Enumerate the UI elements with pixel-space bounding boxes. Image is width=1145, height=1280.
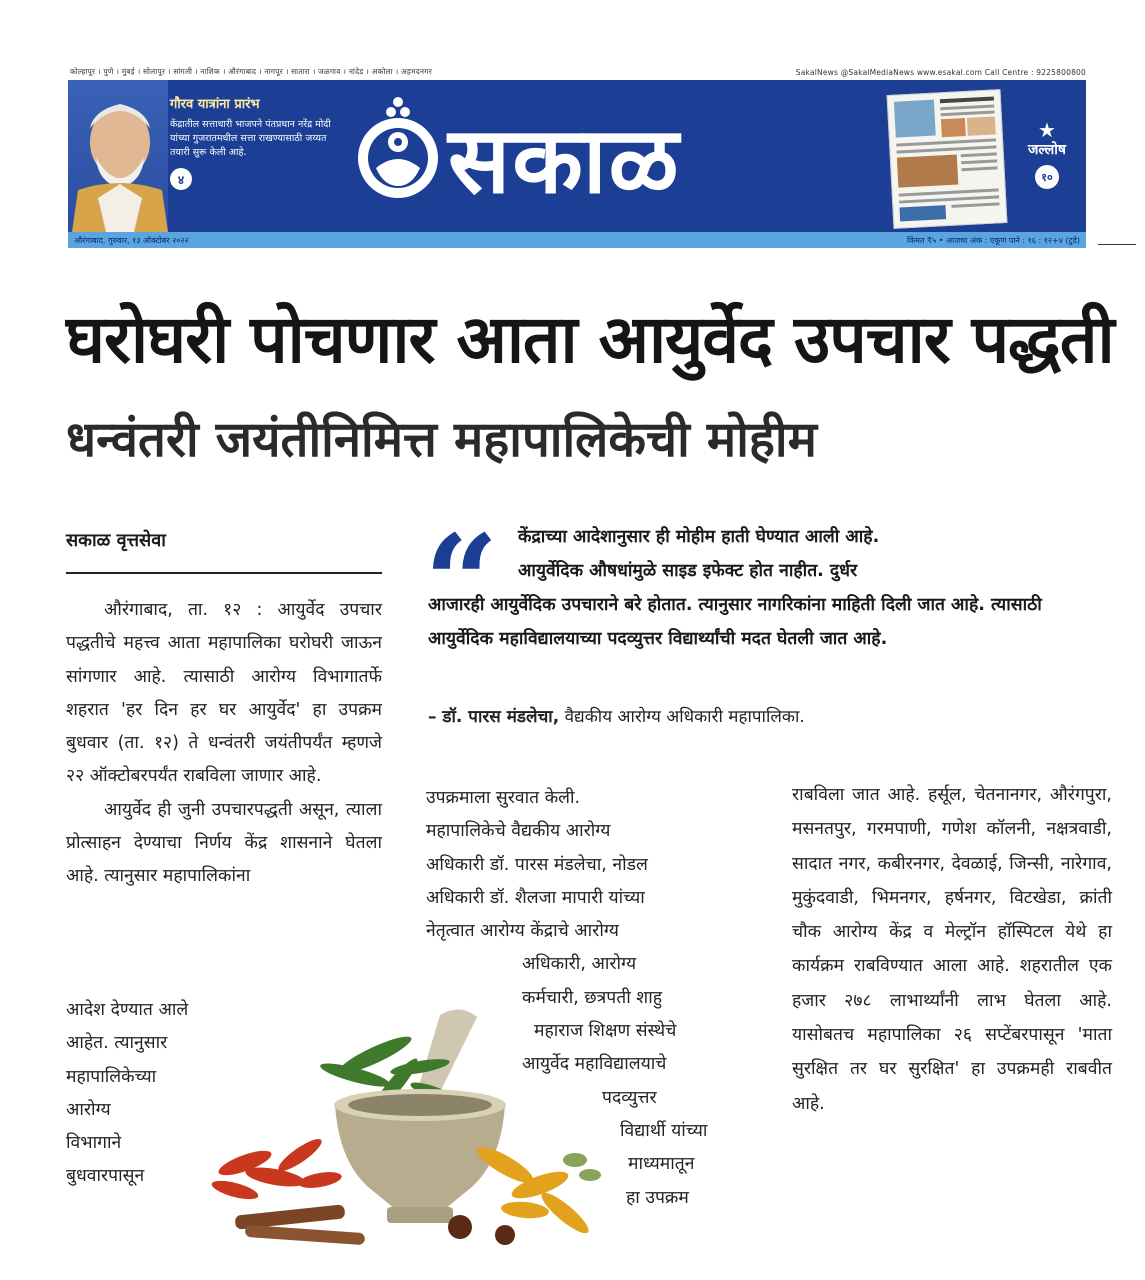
byline-divider [66, 572, 382, 574]
text-line: आहेत. त्यानुसार [66, 1033, 168, 1054]
quote-author: – डॉ. पारस मंडलेचा, [428, 707, 560, 727]
byline: सकाळ वृत्तसेवा [66, 530, 166, 551]
article-column-1 [66, 594, 382, 894]
article-subheadline: धन्वंतरी जयंतीनिमित्त महापालिकेची मोहीम [66, 411, 817, 468]
teaser-page-badge: ४ [170, 168, 192, 190]
text-line: महापालिकेच्या [66, 1066, 157, 1087]
teaser-title: गौरव यात्रांना प्रारंभ [170, 97, 260, 112]
dateline-price: किंमत ₹५ • आजचा अंक : एकूण पाने : १६ : १२+४ (टुडे) [906, 235, 1080, 245]
supplement-page-badge: १० [1035, 165, 1059, 189]
text-line: अधिकारी डॉ. शैलजा मापारी यांच्या [426, 887, 645, 908]
quote-line: आयुर्वेदिक औषधांमुळे साइड इफेक्ट होत नाहीत. दुर्धर [518, 561, 858, 581]
text-line: आयुर्वेद महाविद्यालयाचे [522, 1054, 667, 1075]
text-line: महाराज शिक्षण संस्थेचे [534, 1021, 677, 1042]
editions-list: कोल्हापूर । पुणे । मुंबई । सोलापूर । सांगली । नाशिक । औरंगाबाद । नागपूर । सातारा । जळगाव । नांदेड । अकोला । अहमदनगर [70, 67, 432, 76]
text-line: आदेश देण्यात आले [66, 1000, 189, 1020]
text-line: माध्यमातून [628, 1154, 695, 1175]
text-line: हा उपक्रम [626, 1187, 689, 1208]
text-line: आरोग्य [66, 1099, 111, 1120]
supplement-name: जल्लोष [1028, 142, 1066, 158]
quote-line: आजारही आयुर्वेदिक उपचाराने बरे होतात. त्यानुसार नागरिकांना माहिती दिली जात आहे. त्यासाठी आयुर्वेदिक महाविद्यालयाच्या पदव्युत्तर विद्यार्थ्यांची मदत घेतली जात आहे. [428, 595, 1042, 649]
divider [1098, 244, 1136, 245]
paragraph: आयुर्वेद ही जुनी उपचारपद्धती असून, त्याला प्रोत्साहन देण्याचा निर्णय केंद्र शासनाने घेतला आहे. त्यानुसार महापालिकांना [66, 799, 382, 887]
dateline-bar [68, 232, 1086, 248]
quote-mark-icon: “ [424, 506, 499, 659]
social-links: SakalNews @SakalMediaNews www.esakal.com Call Centre : 9225800800 [795, 67, 1086, 77]
masthead [68, 80, 1086, 232]
text-line: उपक्रमाला सुरवात केली. [426, 788, 581, 808]
text-line: महापालिकेचे वैद्यकीय आरोग्य [426, 821, 611, 842]
supplement-thumbnail[interactable] [887, 89, 1008, 229]
paragraph: राबविला जात आहे. हर्सूल, चेतनानगर, औरंगपुरा, मसनतपुर, गरमपाणी, गणेश कॉलनी, नक्षत्रवाडी, सादात नगर, कबीरनगर, देवळाई, जिन्सी, नारेगाव, मुकुंदवाडी, भिमनगर, हर्षनगर, विटखेडा, क्रांती चौक आरोग्य केंद्र व मेल्ट्रॉन हॉस्पिटल येथे हा कार्यक्रम राबविण्यात आला आहे. शहरातील एक हजार २७८ लाभार्थ्यांनी लाभ घेतला आहे. यासोबतच महापालिका २६ सप्टेंबरपासून 'माता सुरक्षित तर घर सुरक्षित' हा उपक्रमही राबवीत आहे. [792, 785, 1112, 1114]
sakal-logo-icon [348, 90, 448, 210]
editions-strip [70, 64, 1086, 80]
quote-attribution [428, 704, 1088, 727]
text-line: पदव्युत्तर [602, 1087, 657, 1108]
quote-line: केंद्राच्या आदेशानुसार ही मोहीम हाती घेण्यात आली आहे. [518, 527, 880, 547]
teaser-portrait [68, 80, 168, 232]
teaser-text: केंद्रातील सत्ताधारी भाजपने पंतप्रधान नरेंद्र मोदी यांच्या गुजरातमधील सत्ता राखण्यासाठी जय्यत तयारी सुरू केली आहे. [170, 119, 331, 158]
text-line: नेतृत्वात आरोग्य केंद्राचे आरोग्य [426, 921, 619, 942]
paragraph: औरंगाबाद, ता. १२ : आयुर्वेद उपचार पद्धतीचे महत्त्व आता महापालिका घरोघरी जाऊन सांगणार आहे. त्यासाठी आरोग्य विभागातर्फे शहरात 'हर दिन हर घर आयुर्वेद' हा उपक्रम बुधवार (ता. १२) ते धन्वंतरी जयंतीपर्यंत म्हणजे २२ ऑक्टोबरपर्यंत राबविला जाणार आहे. [66, 600, 382, 787]
supplement-promo[interactable] [1012, 120, 1082, 189]
text-line: अधिकारी डॉ. पारस मंडलेचा, नोडल [426, 854, 648, 875]
quote-author-role: वैद्यकीय आरोग्य अधिकारी महापालिका. [564, 707, 805, 727]
dateline-date: औरंगाबाद, गुरुवार, १३ ऑक्टोबर २०२२ [74, 235, 189, 245]
star-icon: ★ [1038, 118, 1056, 142]
text-line: विद्यार्थी यांच्या [620, 1120, 708, 1141]
text-line: बुधवारपासून [66, 1166, 145, 1187]
text-line: विभागाने [66, 1133, 122, 1154]
herbs-mortar-illustration [205, 995, 605, 1260]
article-column-3 [792, 778, 1112, 1121]
text-line: कर्मचारी, छत्रपती शाहु [522, 987, 663, 1008]
text-line: अधिकारी, आरोग्य [522, 954, 637, 975]
front-teaser[interactable] [170, 94, 345, 190]
article-headline: घरोघरी पोचणार आता आयुर्वेद उपचार पद्धती [66, 301, 1114, 378]
brand-name: सकाळ [448, 106, 681, 214]
pull-quote [428, 520, 1088, 656]
